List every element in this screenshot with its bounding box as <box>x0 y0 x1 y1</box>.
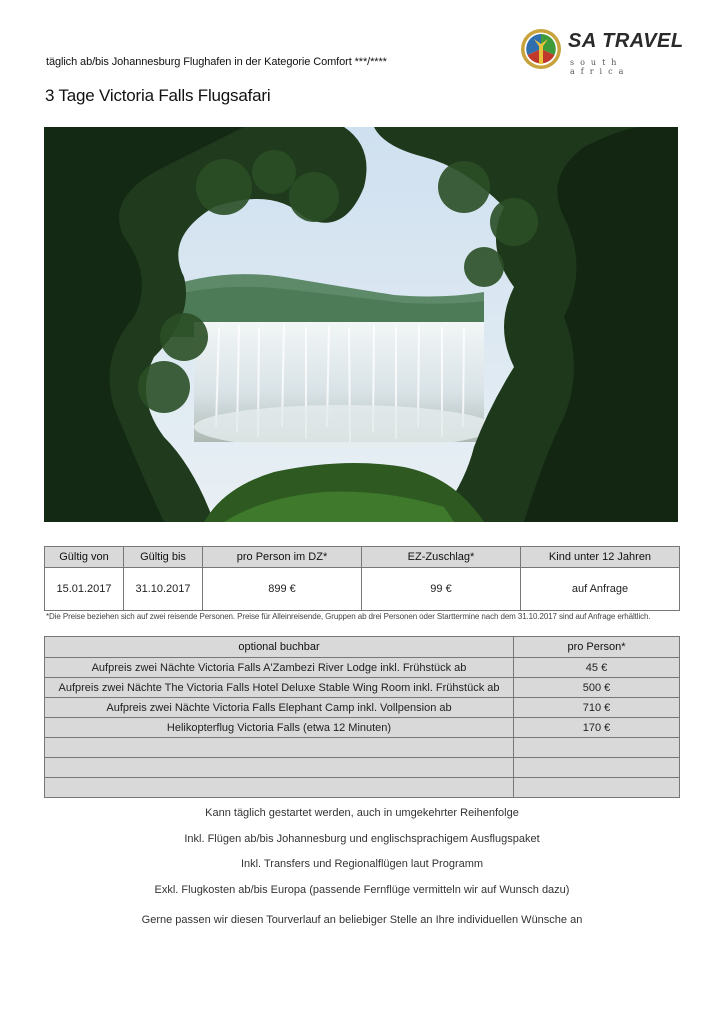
optional-item-label <box>45 778 514 798</box>
optional-item-price <box>514 778 680 798</box>
optional-item-label <box>45 738 514 758</box>
table-row <box>45 658 680 678</box>
cell-valid-to: 31.10.2017 <box>124 568 203 611</box>
logo-wordmark: SA TRAVEL <box>568 30 684 52</box>
cell-single-supplement: 99 € <box>362 568 521 611</box>
header-valid-from: Gültig von <box>45 547 124 568</box>
logo-tagline: south africa <box>570 58 630 76</box>
price-table-header <box>45 547 680 568</box>
note-included-transfers: Inkl. Transfers und Regionalflügen laut Programm <box>240 858 484 870</box>
header-optional: optional buchbar <box>45 637 514 658</box>
optional-item-label <box>45 758 514 778</box>
note-customization: Gerne passen wir diesen Tourverlauf an beliebiger Stelle an Ihre individuellen Wünsche an <box>141 913 583 926</box>
globe-logo-icon <box>520 28 562 70</box>
note-daily-start: Kann täglich gestartet werden, auch in umgekehrter Reihenfolge <box>205 807 519 819</box>
optional-table-header <box>45 637 680 658</box>
price-row <box>45 568 680 611</box>
table-row <box>45 738 680 758</box>
table-row <box>45 678 680 698</box>
optional-table <box>44 636 680 798</box>
table-row <box>45 758 680 778</box>
header-child-price: Kind unter 12 Jahren <box>521 547 680 568</box>
optional-item-price <box>514 758 680 778</box>
tour-notes <box>0 806 724 938</box>
header-valid-to: Gültig bis <box>124 547 203 568</box>
table-row <box>45 778 680 798</box>
cell-child-price: auf Anfrage <box>521 568 680 611</box>
table-row <box>45 718 680 738</box>
note-included-flights: Inkl. Flügen ab/bis Johannesburg und englischsprachigem Ausflugspaket <box>184 832 540 845</box>
table-row <box>45 698 680 718</box>
optional-item-label: Aufpreis zwei Nächte Victoria Falls Elephant Camp inkl. Vollpension ab <box>45 698 514 718</box>
optional-item-price: 500 € <box>514 678 680 698</box>
optional-item-price: 45 € <box>514 658 680 678</box>
page-title: 3 Tage Victoria Falls Flugsafari <box>45 86 271 105</box>
company-logo <box>520 28 690 76</box>
header-price-per-person: pro Person im DZ* <box>203 547 362 568</box>
tour-subtitle: täglich ab/bis Johannesburg Flughafen in der Kategorie Comfort ***/**** <box>46 56 387 68</box>
optional-item-price: 710 € <box>514 698 680 718</box>
optional-item-label: Helikopterflug Victoria Falls (etwa 12 Minuten) <box>45 718 514 738</box>
price-footnote: *Die Preise beziehen sich auf zwei reisende Personen. Preise für Alleinreisende, Gruppen ab drei Personen oder Starttermine nach dem 31.10.2017 sind auf Anfrage erhältlich. <box>46 612 651 621</box>
header-per-person: pro Person* <box>514 637 680 658</box>
optional-item-label: Aufpreis zwei Nächte Victoria Falls A'Zambezi River Lodge inkl. Frühstück ab <box>45 658 514 678</box>
cell-price-per-person: 899 € <box>203 568 362 611</box>
optional-item-price: 170 € <box>514 718 680 738</box>
note-excluded-flights: Exkl. Flugkosten ab/bis Europa (passende Fernflüge vermitteln wir auf Wunsch dazu) <box>154 883 570 896</box>
optional-item-label: Aufpreis zwei Nächte The Victoria Falls Hotel Deluxe Stable Wing Room inkl. Frühstück ab <box>45 678 514 698</box>
header-single-supplement: EZ-Zuschlag* <box>362 547 521 568</box>
optional-item-price <box>514 738 680 758</box>
price-table <box>44 546 680 611</box>
victoria-falls-photo <box>44 127 678 522</box>
cell-valid-from: 15.01.2017 <box>45 568 124 611</box>
